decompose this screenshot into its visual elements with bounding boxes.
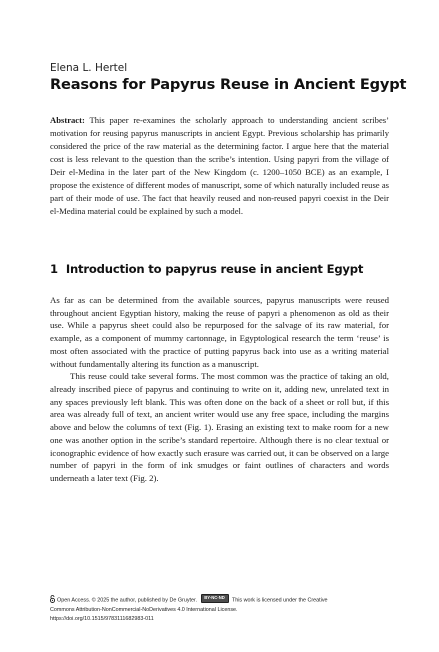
cc-license-badge[interactable]: BY-NC-ND [201, 594, 229, 603]
footer-line-1 [50, 594, 400, 606]
open-access-text: Open Access. © 2025 the author, published by De Gruyter. [57, 597, 198, 604]
abstract [50, 114, 389, 218]
doi-link[interactable]: https://doi.org/10.1515/9783111682983-011 [50, 616, 154, 623]
license-text: This work is licensed under the Creative [231, 597, 328, 604]
paragraph-2: This reuse could take several forms. The most common was the practice of taking an old, already inscribed piece of papyrus and continuing to write on it, adding new, unrelated text in any spaces previously left blank. This was often done on the back of a sheet or roll but, if this area was already full of text, an ancient writer would use any free space, including the margins above and below the columns of text (Fig. 1). Erasing an existing text to make room for a new one was another option in the scribe’s standard repertoire. Although there is no clear textual or iconographic evidence of how exactly such erasure was carried out, it can be observed on a large number of papyri in the form of ink smudges or faint outlines of characters and words underneath a later text (Fig. 2). [50, 371, 389, 484]
section-heading [50, 262, 363, 276]
body-text [50, 294, 389, 485]
paragraph-1: As far as can be determined from the available sources, papyrus manuscripts were reused throughout ancient Egyptian history, making the reuse of papyri a phenomenon as old as their use. While a papyrus sheet could also be repurposed for the salvage of its raw material, for example, as a component of mummy cartonnage, in Egyptological research the term ‘reuse’ is most often associated with the practice of putting papyrus back into use as a writing material without fundamentally altering its function as a manuscript. [50, 295, 389, 369]
open-access-icon [50, 595, 55, 603]
chapter-title: Reasons for Papyrus Reuse in Ancient Egypt [50, 76, 407, 93]
section-number: 1 [50, 262, 58, 276]
author-name: Elena L. Hertel [50, 62, 128, 74]
abstract-label: Abstract: [50, 115, 85, 125]
section-title: Introduction to papyrus reuse in ancient Egypt [65, 262, 364, 276]
abstract-text: This paper re-examines the scholarly approach to understanding ancient scribes’ motivation for reusing papyrus manuscripts in ancient Egypt. Previous scholarship has primarily considered the price of the raw material as the determining factor. I argue here that the material cost is less relevant to the question than the scribe’s intention. Using papyri from the village of Deir el-Medina in the later part of the New Kingdom (c. 1200–1050 BCE) as an example, I propose the existence of different modes of manuscript, some of which naturally included reuse as part of their mode of use. The fact that heavily reused and non-reused papyri coexist in the Deir el-Medina material could be explained by such a model. [50, 115, 390, 217]
footer-line-2: Commons Attribution-NonCommercial-NoDerivatives 4.0 International License. [50, 606, 238, 613]
license-footer [50, 594, 400, 625]
